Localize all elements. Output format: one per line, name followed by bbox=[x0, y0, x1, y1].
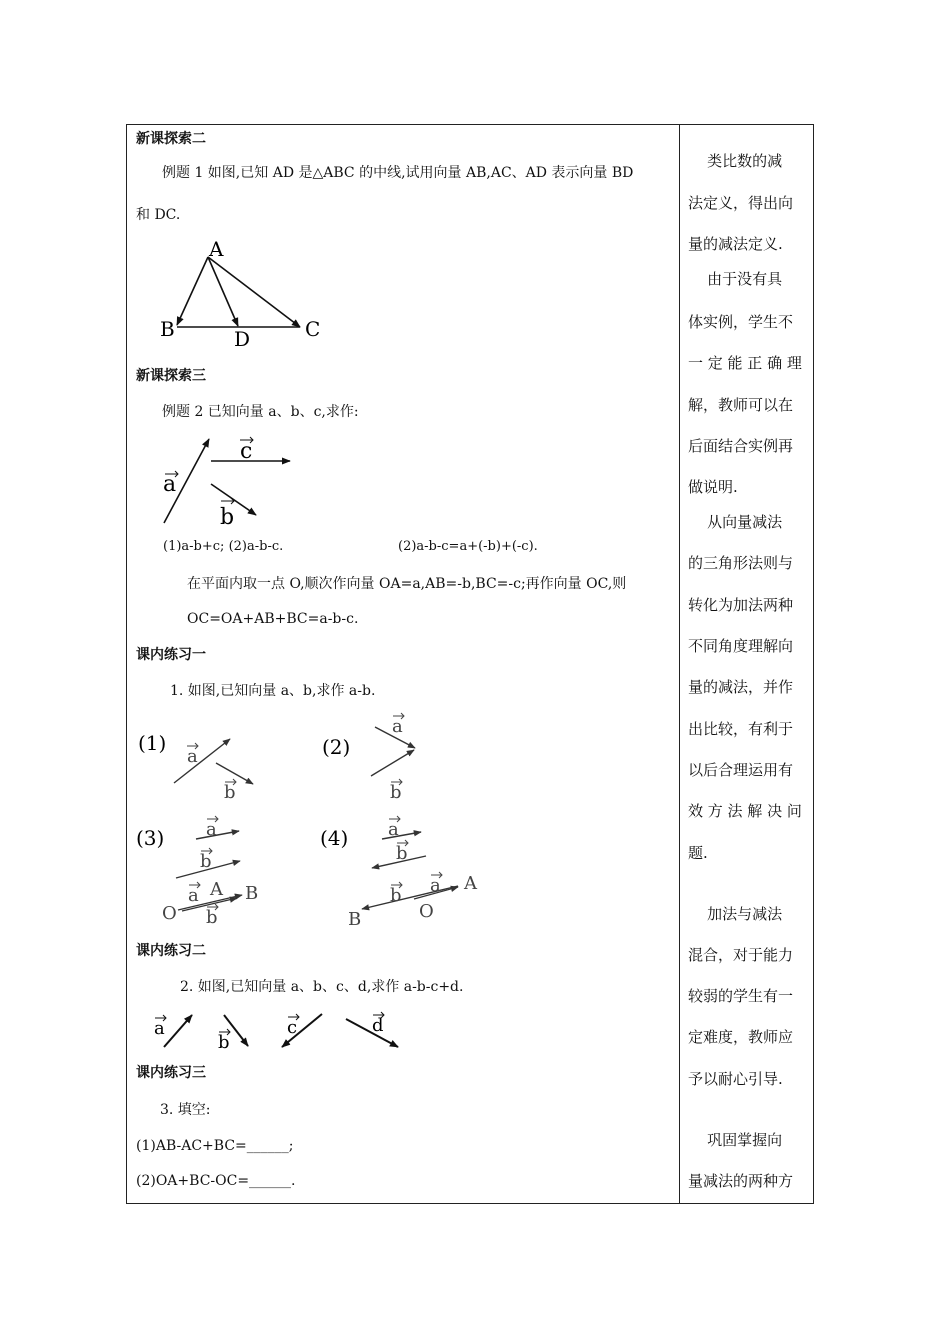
side-note-line: 巩固掌握向 bbox=[688, 1131, 783, 1149]
side-note-line: 定难度，教师应 bbox=[688, 1028, 794, 1046]
side-note-line: 效 方 法 解 决 问 bbox=[688, 802, 802, 820]
heading-new-lesson-2: 新课探索二 bbox=[136, 131, 206, 147]
p3-point-a-label: A bbox=[210, 879, 223, 900]
example-2-text: 例题 2 已知向量 a、b、c,求作: bbox=[162, 404, 359, 420]
side-note-line: 量的减法定义. bbox=[688, 235, 783, 253]
example-2-answer-label: (2)a-b-c=a+(-b)+(-c). bbox=[398, 539, 538, 554]
p3-vector-b-label: b bbox=[200, 851, 212, 872]
p2-vector-b-label: b bbox=[390, 782, 402, 803]
column-divider bbox=[679, 124, 680, 1204]
triangle-abc-figure bbox=[150, 232, 340, 352]
side-note-line: 混合，对于能力 bbox=[688, 946, 794, 964]
side-note-line: 以后合理运用有 bbox=[688, 761, 794, 779]
p4-lower-b-label: b bbox=[390, 885, 402, 906]
practice-1-figure-2 bbox=[318, 712, 428, 804]
p2-a-label: a bbox=[154, 1018, 165, 1039]
side-note-line: 体实例，学生不 bbox=[688, 313, 794, 331]
heading-new-lesson-3: 新课探索三 bbox=[136, 368, 206, 384]
p4-lower-a-label: a bbox=[430, 875, 441, 896]
p3-point-o-label: O bbox=[162, 903, 177, 924]
example-1-line-1: 例题 1 如图,已知 AD 是△ABC 的中线,试用向量 AB,AC、AD 表示向量 BD bbox=[162, 165, 634, 181]
p4-point-b-label: B bbox=[348, 909, 362, 930]
example-2-solution-line-2: OC=OA+AB+BC=a-b-c. bbox=[187, 611, 359, 627]
side-note-line: 出比较，有利于 bbox=[688, 720, 794, 738]
p3-point-b-label: B bbox=[245, 883, 259, 904]
side-note-line: 转化为加法两种 bbox=[688, 596, 794, 614]
p4-vector-b-label: b bbox=[396, 843, 408, 864]
p1-vector-a-label: a bbox=[187, 746, 198, 767]
side-note-line: 后面结合实例再 bbox=[688, 437, 794, 455]
example-2-solution-line-1: 在平面内取一点 O,顺次作向量 OA=a,AB=-b,BC=-c;再作向量 OC,则 bbox=[187, 576, 627, 592]
side-note-line: 较弱的学生有一 bbox=[688, 987, 794, 1005]
side-note-line: 加法与减法 bbox=[688, 905, 783, 923]
practice-2-vectors-figure bbox=[150, 1005, 410, 1055]
side-note-line: 从向量减法 bbox=[688, 513, 783, 531]
p3-vector-a-label: a bbox=[206, 819, 217, 840]
side-note-line: 不同角度理解向 bbox=[688, 637, 794, 655]
side-note-line: 法定义，得出向 bbox=[688, 194, 794, 212]
p2-vector-a-label: a bbox=[392, 716, 403, 737]
p2-b-label: b bbox=[218, 1032, 230, 1053]
part-4-label: (4) bbox=[320, 826, 349, 850]
p3-lower-b-label: b bbox=[206, 907, 218, 928]
side-note-line: 量的减法，并作 bbox=[688, 678, 794, 696]
p4-vector-a-label: a bbox=[388, 819, 399, 840]
point-a-label: A bbox=[209, 237, 224, 261]
fill-blank-1: (1)AB-AC+BC=______; bbox=[136, 1138, 294, 1154]
side-note-line: 题. bbox=[688, 844, 708, 862]
side-note-line: 类比数的减 bbox=[688, 152, 783, 170]
p4-point-o-label: O bbox=[419, 901, 434, 922]
p2-c-label: c bbox=[287, 1017, 298, 1038]
point-d-label: D bbox=[234, 327, 251, 351]
practice-2-question: 2. 如图,已知向量 a、b、c、d,求作 a-b-c+d. bbox=[180, 979, 464, 995]
example-1-line-2: 和 DC. bbox=[136, 207, 181, 223]
p2-d-label: d bbox=[372, 1015, 384, 1036]
p1-vector-b-label: b bbox=[224, 782, 236, 803]
vectors-abc-figure bbox=[156, 430, 306, 530]
side-note-line: 一 定 能 正 确 理 bbox=[688, 354, 802, 372]
side-note-line: 予以耐心引导. bbox=[688, 1070, 783, 1088]
p4-point-a-label: A bbox=[464, 873, 477, 894]
practice-1-figure-4 bbox=[318, 815, 488, 930]
side-note-line: 做说明. bbox=[688, 478, 738, 496]
heading-practice-1: 课内练习一 bbox=[136, 647, 206, 663]
p3-lower-a-label: a bbox=[188, 885, 199, 906]
example-2-parts: (1)a-b+c; (2)a-b-c. bbox=[163, 539, 284, 554]
point-b-label: B bbox=[160, 317, 175, 341]
part-3-label: (3) bbox=[136, 826, 165, 850]
practice-1-figure-3 bbox=[134, 815, 274, 928]
practice-3-question: 3. 填空: bbox=[160, 1102, 211, 1118]
side-note-line: 的三角形法则与 bbox=[688, 554, 794, 572]
fill-blank-2: (2)OA+BC-OC=______. bbox=[136, 1173, 296, 1189]
side-note-line: 由于没有具 bbox=[688, 270, 783, 288]
part-1-label: (1) bbox=[138, 731, 167, 755]
practice-1-question: 1. 如图,已知向量 a、b,求作 a-b. bbox=[170, 683, 376, 699]
heading-practice-3: 课内练习三 bbox=[136, 1065, 206, 1081]
vector-a-label: a bbox=[163, 472, 177, 497]
point-c-label: C bbox=[305, 317, 321, 341]
vector-c-label: c bbox=[240, 439, 253, 464]
part-2-label: (2) bbox=[322, 735, 351, 759]
vector-b-label: b bbox=[220, 505, 235, 530]
side-note-line: 解，教师可以在 bbox=[688, 396, 794, 414]
heading-practice-2: 课内练习二 bbox=[136, 943, 206, 959]
side-note-line: 量减法的两种方 bbox=[688, 1172, 794, 1190]
practice-1-figure-1 bbox=[134, 720, 264, 805]
